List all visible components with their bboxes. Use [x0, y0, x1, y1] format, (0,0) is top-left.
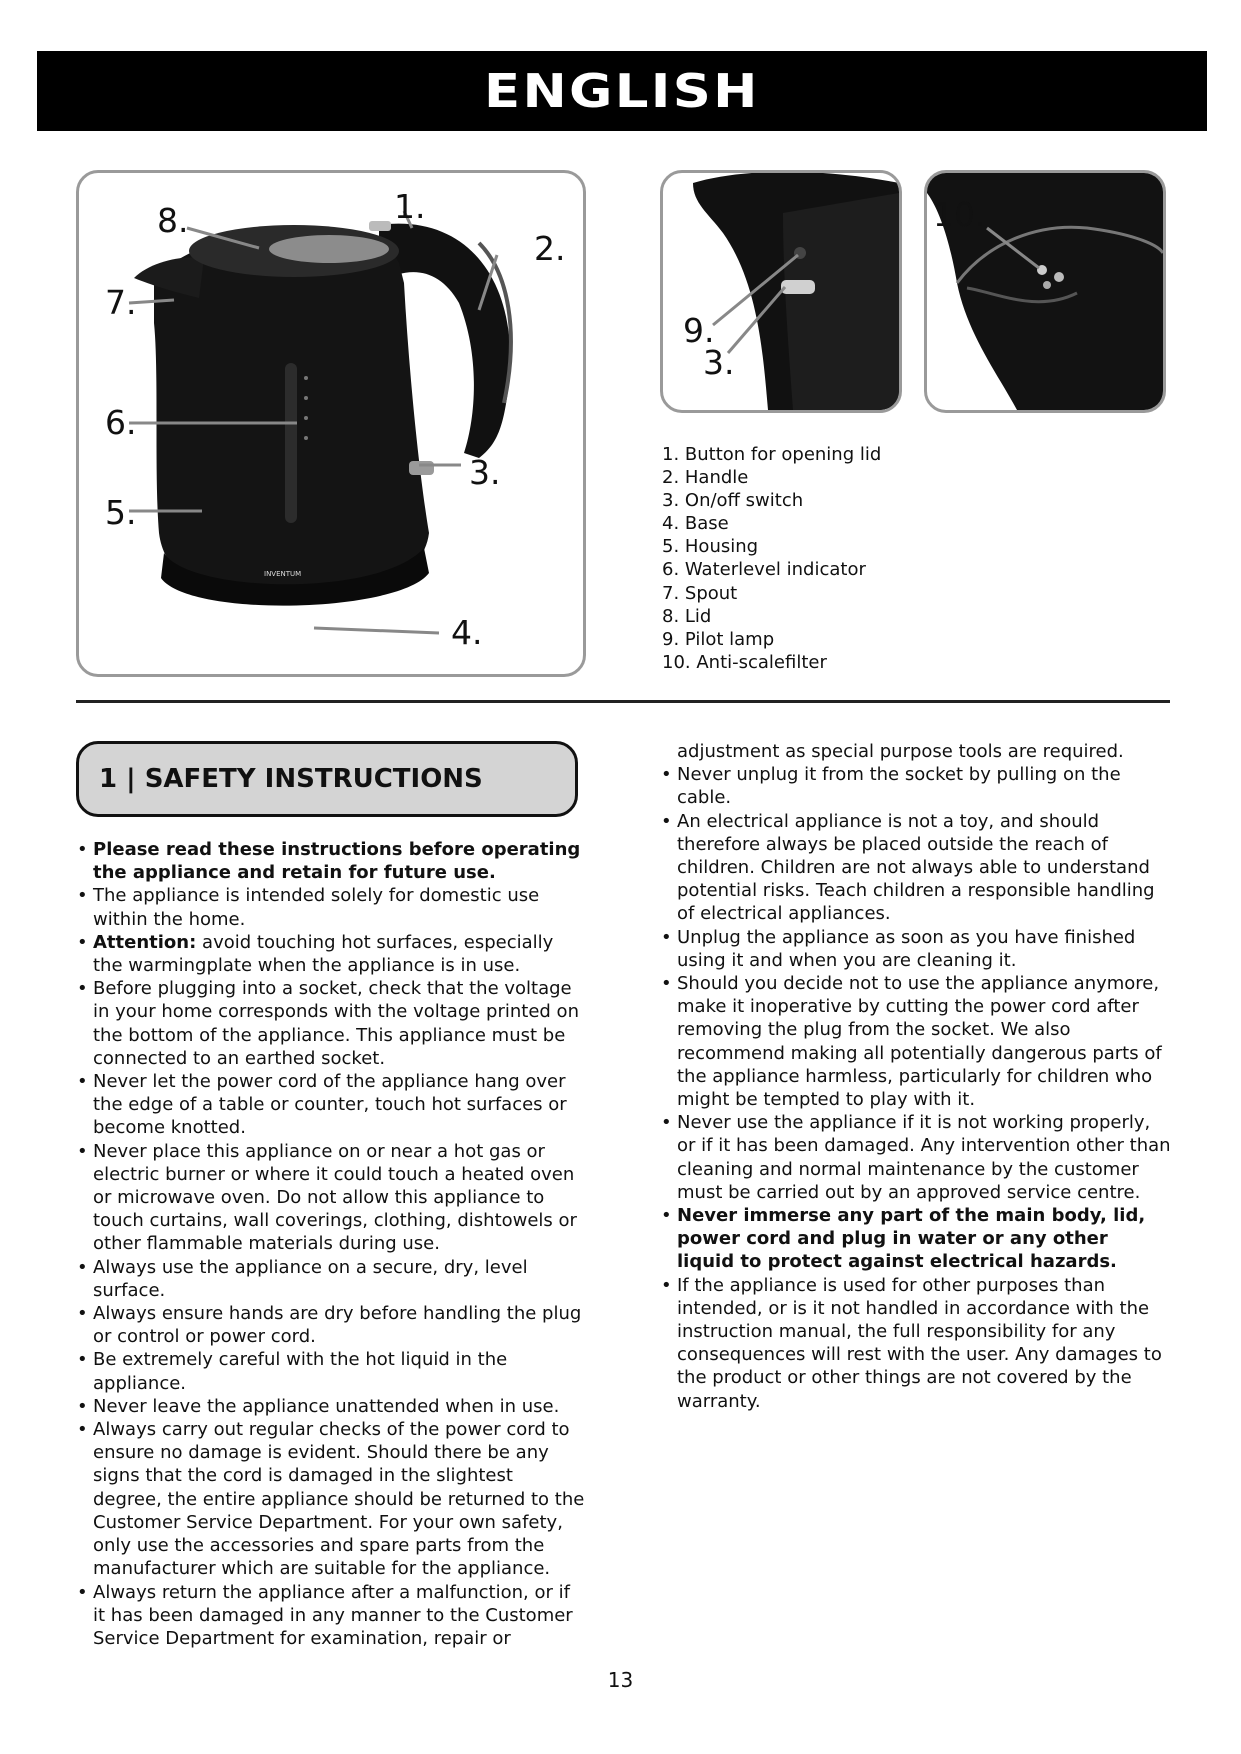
instruction-item: • Unplug the appliance as soon as you have finished using it and when you are cleaning it. [661, 926, 1171, 972]
instruction-item: • Should you decide not to use the appliance anymore, make it inoperative by cutting the power cord after removing the plug from the socket. We also recommend making all potentially dangerous parts of the appliance harmless, particularly for children who might be tempted to play with it. [661, 972, 1171, 1111]
parts-list-item: 4. Base [662, 513, 729, 535]
callout-1: 1. [394, 187, 426, 226]
detail-switch-photo [660, 170, 902, 413]
kettle-figure [76, 170, 586, 677]
right-instructions-column [661, 740, 1171, 1413]
instruction-item: • Never unplug it from the socket by pulling on the cable. [661, 763, 1171, 809]
section-title: 1 | SAFETY INSTRUCTIONS [99, 764, 483, 794]
callout-8: 8. [157, 201, 189, 240]
callout-7: 7. [105, 283, 137, 322]
callout-9: 9. [683, 311, 715, 350]
callout-5: 5. [105, 493, 137, 532]
callout-6: 6. [105, 403, 137, 442]
brand-text: INVENTUM [264, 570, 302, 578]
parts-list-item: 1. Button for opening lid [662, 444, 882, 465]
callout-4: 4. [451, 613, 483, 652]
language-title: ENGLISH [484, 64, 760, 118]
callout-2: 2. [534, 229, 566, 268]
instruction-item: • An electrical appliance is not a toy, and should therefore always be placed outside the reach of children. Children are not always able to understand potential risks. Teach children a responsible handling of electrical appliances. [661, 810, 1171, 926]
instruction-item: • Always use the appliance on a secure, dry, level surface. [77, 1256, 587, 1302]
instruction-item: • Never let the power cord of the appliance hang over the edge of a table or counter, touch hot surfaces or become knotted. [77, 1070, 587, 1140]
parts-list-item: 2. Handle [662, 467, 749, 489]
parts-list-item: 6. Waterlevel indicator [662, 559, 866, 581]
instruction-item: • Before plugging into a socket, check that the voltage in your home corresponds with the voltage printed on the bottom of the appliance. This appliance must be connected to an earthed socket. [77, 977, 587, 1070]
callout-10: 10. [933, 195, 986, 234]
parts-list [662, 443, 881, 674]
switch-detail-illustration [663, 173, 899, 410]
kettle-illustration [79, 173, 583, 674]
instruction-item: • Never immerse any part of the main body, lid, power cord and plug in water or any other liquid to protect against electrical hazards. [661, 1204, 1171, 1274]
instruction-item: • If the appliance is used for other purposes than intended, or is it not handled in accordance with the instruction manual, the full responsibility for any consequences will rest with the user. Any damages to the product or other things are not covered by the warranty. [661, 1274, 1171, 1413]
section-divider [76, 700, 1170, 703]
parts-list-item: 8. Lid [662, 605, 712, 627]
instruction-item: • Never use the appliance if it is not working properly, or if it has been damaged. Any intervention other than cleaning and normal maintenance by the customer must be carried out by an approved service centre. [661, 1111, 1171, 1204]
instruction-item: • Always ensure hands are dry before handling the plug or control or power cord. [77, 1302, 587, 1348]
callout-3-detail: 3. [703, 343, 735, 382]
callout-3: 3. [469, 453, 501, 492]
parts-list-item: 10. Anti-scalefilter [662, 651, 827, 673]
instruction-item: • Never leave the appliance unattended when in use. [77, 1395, 587, 1418]
instruction-item: • Attention: avoid touching hot surfaces, especially the warmingplate when the appliance is in use. [77, 931, 587, 977]
instruction-item: • Always carry out regular checks of the power cord to ensure no damage is evident. Should there be any signs that the cord is damaged in the slightest degree, the entire appliance should be returned to the Customer Service Department. For your own safety, only use the accessories and spare parts from the manufacturer which are suitable for the appliance. [77, 1418, 587, 1580]
parts-list-item: 7. Spout [662, 582, 738, 604]
parts-list-item: 3. On/off switch [662, 490, 804, 512]
instruction-item: • The appliance is intended solely for domestic use within the home. [77, 884, 587, 930]
page-number: 13 [607, 1668, 634, 1692]
left-instructions-column [77, 838, 587, 1650]
instruction-item: • Never place this appliance on or near a hot gas or electric burner or where it could touch a heated oven or microwave oven. Do not allow this appliance to touch curtains, wall coverings, clothing, dishtowels or other flammable materials during use. [77, 1140, 587, 1256]
instruction-item: • Always return the appliance after a malfunction, or if it has been damaged in any manner to the Customer Service Department for examination, repair or [77, 1581, 587, 1651]
parts-list-item: 5. Housing [662, 536, 759, 558]
instruction-item: • Please read these instructions before operating the appliance and retain for future use. [77, 838, 587, 884]
section-heading-box [76, 741, 578, 817]
instruction-item: • Be extremely careful with the hot liquid in the appliance. [77, 1348, 587, 1394]
language-banner [37, 51, 1207, 131]
instruction-continuation: adjustment as special purpose tools are required. [677, 741, 1124, 762]
detail-filter-photo [924, 170, 1166, 413]
parts-list-item: 9. Pilot lamp [662, 628, 775, 650]
